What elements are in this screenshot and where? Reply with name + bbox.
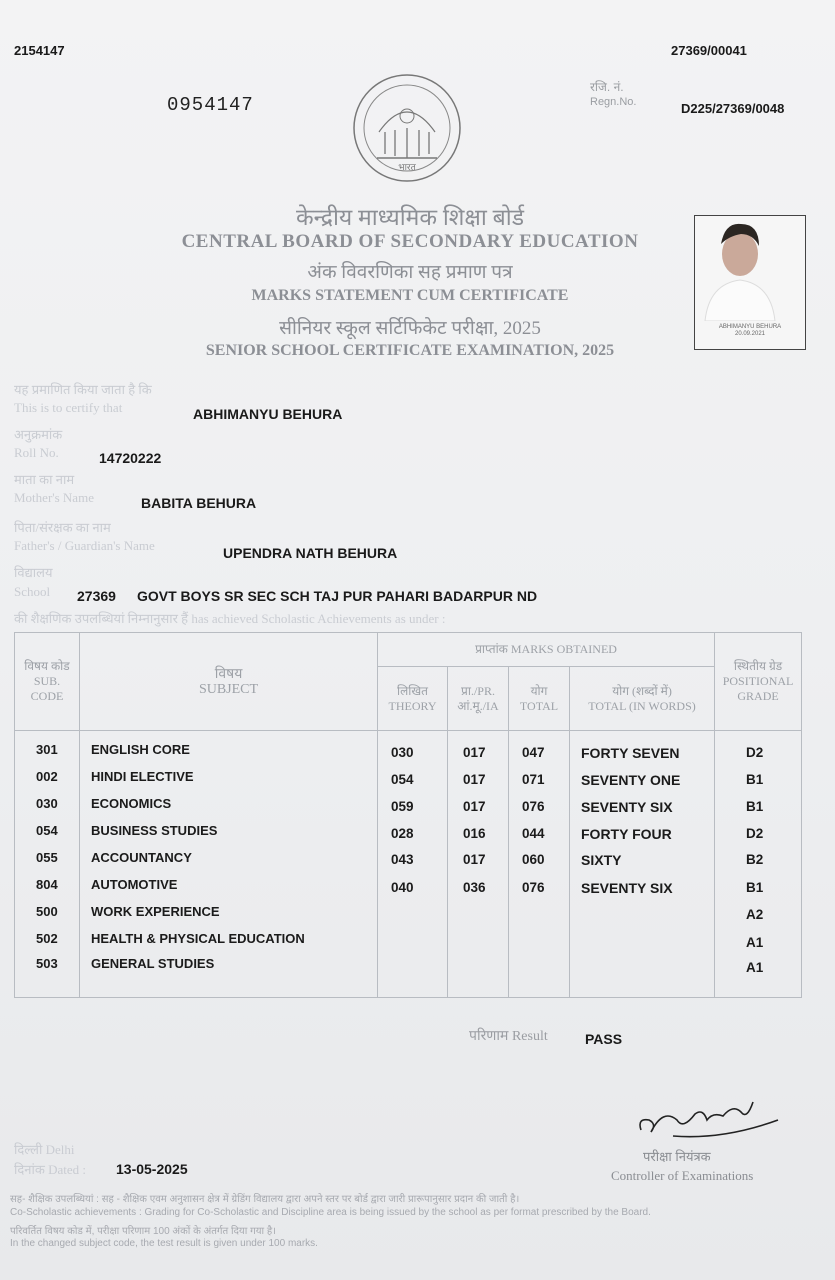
board-name-hindi: केन्द्रीय माध्यमिक शिक्षा बोर्ड bbox=[295, 205, 525, 230]
school-label-hindi: विद्यालय bbox=[14, 565, 53, 580]
issue-date: 13-05-2025 bbox=[116, 1161, 188, 1177]
serial-number-left: 2154147 bbox=[14, 43, 65, 58]
subject-name: GENERAL STUDIES bbox=[91, 956, 215, 971]
pr-ia-marks: 017 bbox=[463, 852, 486, 867]
pr-ia-marks: 036 bbox=[463, 880, 486, 895]
theory-marks: 054 bbox=[391, 772, 414, 787]
subject-name: AUTOMOTIVE bbox=[91, 877, 178, 892]
total-header: योग TOTAL bbox=[509, 667, 570, 731]
total-marks: 076 bbox=[522, 880, 545, 895]
total-words-header: योग (शब्दों में) TOTAL (IN WORDS) bbox=[570, 667, 715, 731]
pr-ia-header: प्रा./PR. आं.मू./IA bbox=[448, 667, 509, 731]
school-code: 27369 bbox=[77, 588, 116, 604]
total-marks: 044 bbox=[522, 826, 545, 841]
total-in-words: FORTY FOUR bbox=[581, 826, 672, 842]
regn-label: Regn.No. bbox=[590, 96, 637, 108]
marks-obtained-header: प्राप्तांक MARKS OBTAINED bbox=[378, 633, 715, 667]
registration-number: D225/27369/0048 bbox=[681, 101, 785, 116]
result-label: परिणाम Result bbox=[469, 1029, 548, 1044]
certify-label-hindi: यह प्रमाणित किया जाता है कि bbox=[14, 382, 152, 397]
roll-number: 14720222 bbox=[99, 450, 162, 466]
sub-code-header: विषय कोड SUB. CODE bbox=[15, 633, 80, 731]
sub-code: 301 bbox=[36, 742, 58, 757]
candidate-name: ABHIMANYU BEHURA bbox=[193, 406, 343, 422]
photo-caption-date: 20.09.2021 bbox=[734, 331, 766, 337]
achievements-label: की शैक्षणिक उपलब्धियां निम्नानुसार हैं has achieved Scholastic Achievements as under : bbox=[14, 611, 446, 626]
subject-name: WORK EXPERIENCE bbox=[91, 904, 220, 919]
total-marks: 047 bbox=[522, 745, 545, 760]
footnote-3: परिवर्तित विषय कोड में, परीक्षा परिणाम 100 अंकों के अंतर्गत दिया गया है। bbox=[10, 1226, 276, 1237]
sub-code: 500 bbox=[36, 904, 58, 919]
statement-title-hindi: अंक विवरणिका सह प्रमाण पत्र bbox=[307, 262, 513, 283]
exam-title: SENIOR SCHOOL CERTIFICATE EXAMINATION, 2025 bbox=[205, 342, 615, 359]
sub-code: 502 bbox=[36, 931, 58, 946]
positional-grade: B1 bbox=[746, 880, 764, 895]
positional-grade: B2 bbox=[746, 852, 764, 867]
total-in-words: SIXTY bbox=[581, 852, 622, 868]
subject-name: HEALTH & PHYSICAL EDUCATION bbox=[91, 931, 305, 946]
cbse-emblem-icon: भारत bbox=[351, 72, 463, 190]
pr-ia-marks: 016 bbox=[463, 826, 486, 841]
sub-code: 804 bbox=[36, 877, 58, 892]
total-in-words: SEVENTY SIX bbox=[581, 880, 673, 896]
theory-marks: 028 bbox=[391, 826, 414, 841]
pr-ia-marks: 017 bbox=[463, 772, 486, 787]
subject-name: ACCOUNTANCY bbox=[91, 850, 192, 865]
subject-header: विषय SUBJECT bbox=[80, 633, 378, 731]
sub-code: 054 bbox=[36, 823, 58, 838]
sub-code: 030 bbox=[36, 796, 58, 811]
total-in-words: SEVENTY ONE bbox=[581, 772, 681, 788]
total-in-words: SEVENTY SIX bbox=[581, 799, 673, 815]
serial-number-right: 27369/00041 bbox=[671, 43, 747, 58]
result-value: PASS bbox=[585, 1031, 623, 1047]
candidate-photo bbox=[694, 215, 806, 350]
subject-name: ECONOMICS bbox=[91, 796, 172, 811]
statement-title: MARKS STATEMENT CUM CERTIFICATE bbox=[251, 287, 569, 304]
regn-label-hindi: रजि. नं. bbox=[590, 80, 624, 94]
subject-name: BUSINESS STUDIES bbox=[91, 823, 218, 838]
controller-label-hindi: परीक्षा नियंत्रक bbox=[643, 1149, 711, 1164]
roll-label-hindi: अनुक्रमांक bbox=[14, 427, 63, 442]
school-name: GOVT BOYS SR SEC SCH TAJ PUR PAHARI BADARPUR ND bbox=[137, 588, 538, 604]
mother-name: BABITA BEHURA bbox=[141, 495, 257, 511]
positional-grade: B1 bbox=[746, 772, 764, 787]
place-label: दिल्ली Delhi bbox=[14, 1142, 75, 1157]
mother-label: Mother's Name bbox=[14, 490, 94, 505]
school-label: School bbox=[14, 584, 51, 599]
theory-header: लिखित THEORY bbox=[378, 667, 448, 731]
total-marks: 071 bbox=[522, 772, 545, 787]
footnote-1: सह- शैक्षिक उपलब्धियां : सह - शैक्षिक एवम अनुशासन क्षेत्र में ग्रेडिंग विद्यालय द्वारा अपने स्तर पर बोर्ड द्वारा जारी प्रारूपानुसार प्रदान की जाती है। bbox=[10, 1194, 520, 1205]
subject-name: HINDI ELECTIVE bbox=[91, 769, 194, 784]
candidate-photo-image bbox=[695, 216, 805, 321]
board-name: CENTRAL BOARD OF SECONDARY EDUCATION bbox=[181, 231, 639, 252]
footnote-4: In the changed subject code, the test result is given under 100 marks. bbox=[10, 1238, 318, 1249]
dated-label: दिनांक Dated : bbox=[14, 1162, 86, 1177]
theory-marks: 030 bbox=[391, 745, 414, 760]
pr-ia-marks: 017 bbox=[463, 799, 486, 814]
subject-name: ENGLISH CORE bbox=[91, 742, 190, 757]
positional-grade: A1 bbox=[746, 935, 764, 950]
theory-marks: 043 bbox=[391, 852, 414, 867]
mother-label-hindi: माता का नाम bbox=[14, 472, 75, 487]
sub-code: 055 bbox=[36, 850, 58, 865]
positional-grade: D2 bbox=[746, 745, 764, 760]
total-in-words: FORTY SEVEN bbox=[581, 745, 680, 761]
certificate-number: 0954147 bbox=[167, 94, 254, 116]
sub-code: 503 bbox=[36, 956, 58, 971]
sub-code: 002 bbox=[36, 769, 58, 784]
certify-label: This is to certify that bbox=[14, 400, 123, 415]
positional-grade: D2 bbox=[746, 826, 764, 841]
total-marks: 060 bbox=[522, 852, 545, 867]
father-label-hindi: पिता/संरक्षक का नाम bbox=[14, 520, 111, 535]
pr-ia-marks: 017 bbox=[463, 745, 486, 760]
theory-marks: 059 bbox=[391, 799, 414, 814]
controller-label: Controller of Examinations bbox=[611, 1168, 754, 1183]
total-marks: 076 bbox=[522, 799, 545, 814]
positional-grade-header: स्थितीय ग्रेड POSITIONAL GRADE bbox=[715, 633, 802, 731]
father-name: UPENDRA NATH BEHURA bbox=[223, 545, 398, 561]
positional-grade: A1 bbox=[746, 960, 764, 975]
roll-label: Roll No. bbox=[14, 445, 59, 460]
footnote-2: Co-Scholastic achievements : Grading for Co-Scholastic and Discipline area is being issued by the school as per format prescribed by the Board. bbox=[10, 1207, 651, 1218]
photo-caption-name: ABHIMANYU BEHURA bbox=[718, 324, 782, 330]
father-label: Father's / Guardian's Name bbox=[14, 538, 155, 553]
positional-grade: B1 bbox=[746, 799, 764, 814]
positional-grade: A2 bbox=[746, 907, 764, 922]
theory-marks: 040 bbox=[391, 880, 414, 895]
exam-title-hindi: सीनियर स्कूल सर्टिफिकेट परीक्षा, 2025 bbox=[279, 318, 541, 339]
